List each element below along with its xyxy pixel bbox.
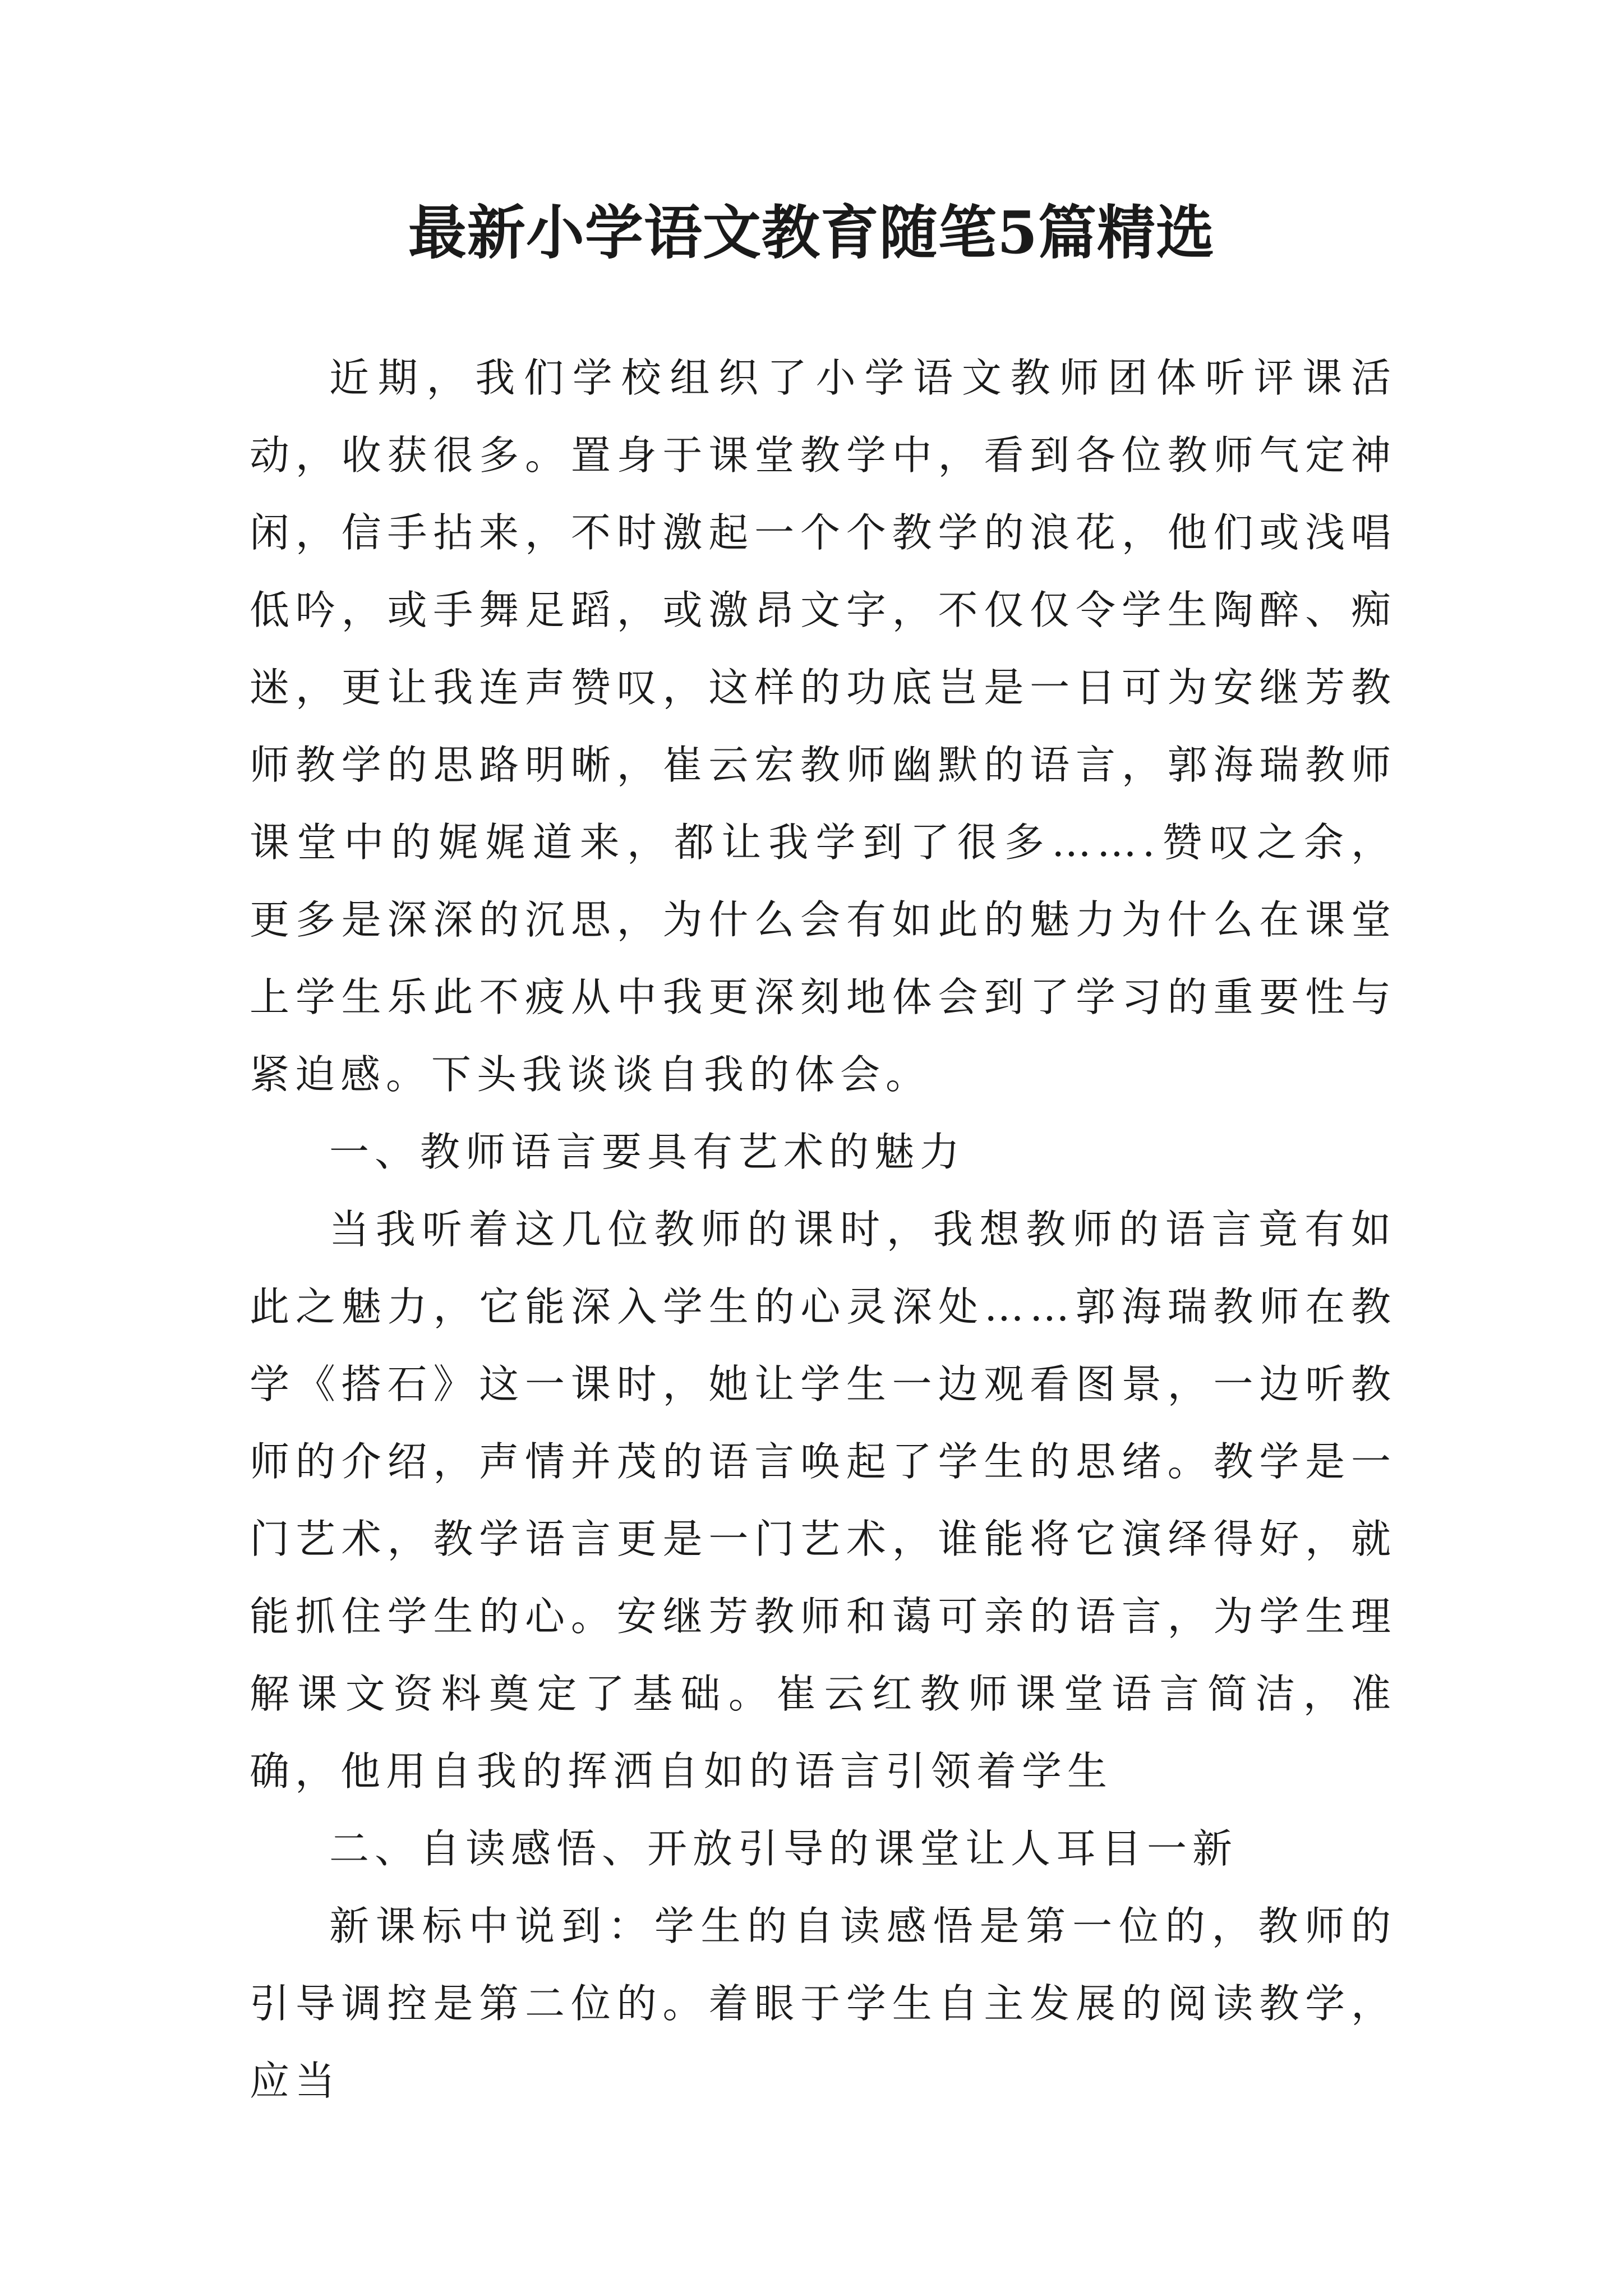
section-heading-2: 二、自读感悟、开放引导的课堂让人耳目一新 (329, 1825, 1238, 1872)
section-heading-1: 一、教师语言要具有艺术的魅力 (329, 1129, 966, 1175)
paragraph-intro: 近期，我们学校组织了小学语文教师团体听评课活动，收获很多。置身于课堂教学中，看到各位教师气定神闲，信手拈来，不时激起一个个教学的浪花，他们或浅唱低吟，或手舞足蹈，或激昂文字，不仅仅令学生陶醉、痴迷，更让我连声赞叹，这样的功底岂是一日可为安继芳教师教学的思路明晰，崔云宏教师幽默的语言，郭海瑞教师课堂中的娓娓道来，都让我学到了很多…….赞叹之余，更多是深深的沉思，为什么会有如此的魅力为什么在课堂上学生乐此不疲从中我更深刻地体会到了学习的重要性与紧迫感。下头我谈谈自我的体会。 (250, 355, 1396, 1098)
document-title: 最新小学语文教育随笔5篇精选 (408, 198, 1215, 267)
document-body (250, 339, 1396, 2120)
paragraph-section-1: 当我听着这几位教师的课时，我想教师的语言竟有如此之魅力，它能深入学生的心灵深处……郭海瑞教师在教学《搭石》这一课时，她让学生一边观看图景，一边听教师的介绍，声情并茂的语言唤起了学生的思绪。教学是一门艺术，教学语言更是一门艺术，谁能将它演绎得好，就能抓住学生的心。安继芳教师和蔼可亲的语言，为学生理解课文资料奠定了基础。崔云红教师课堂语言简洁，准确，他用自我的挥洒自如的语言引领着学生 (250, 1206, 1396, 1795)
paragraph-section-2: 新课标中说到：学生的自读感悟是第一位的，教师的引导调控是第二位的。着眼于学生自主发展的阅读教学，应当 (250, 1903, 1396, 2104)
